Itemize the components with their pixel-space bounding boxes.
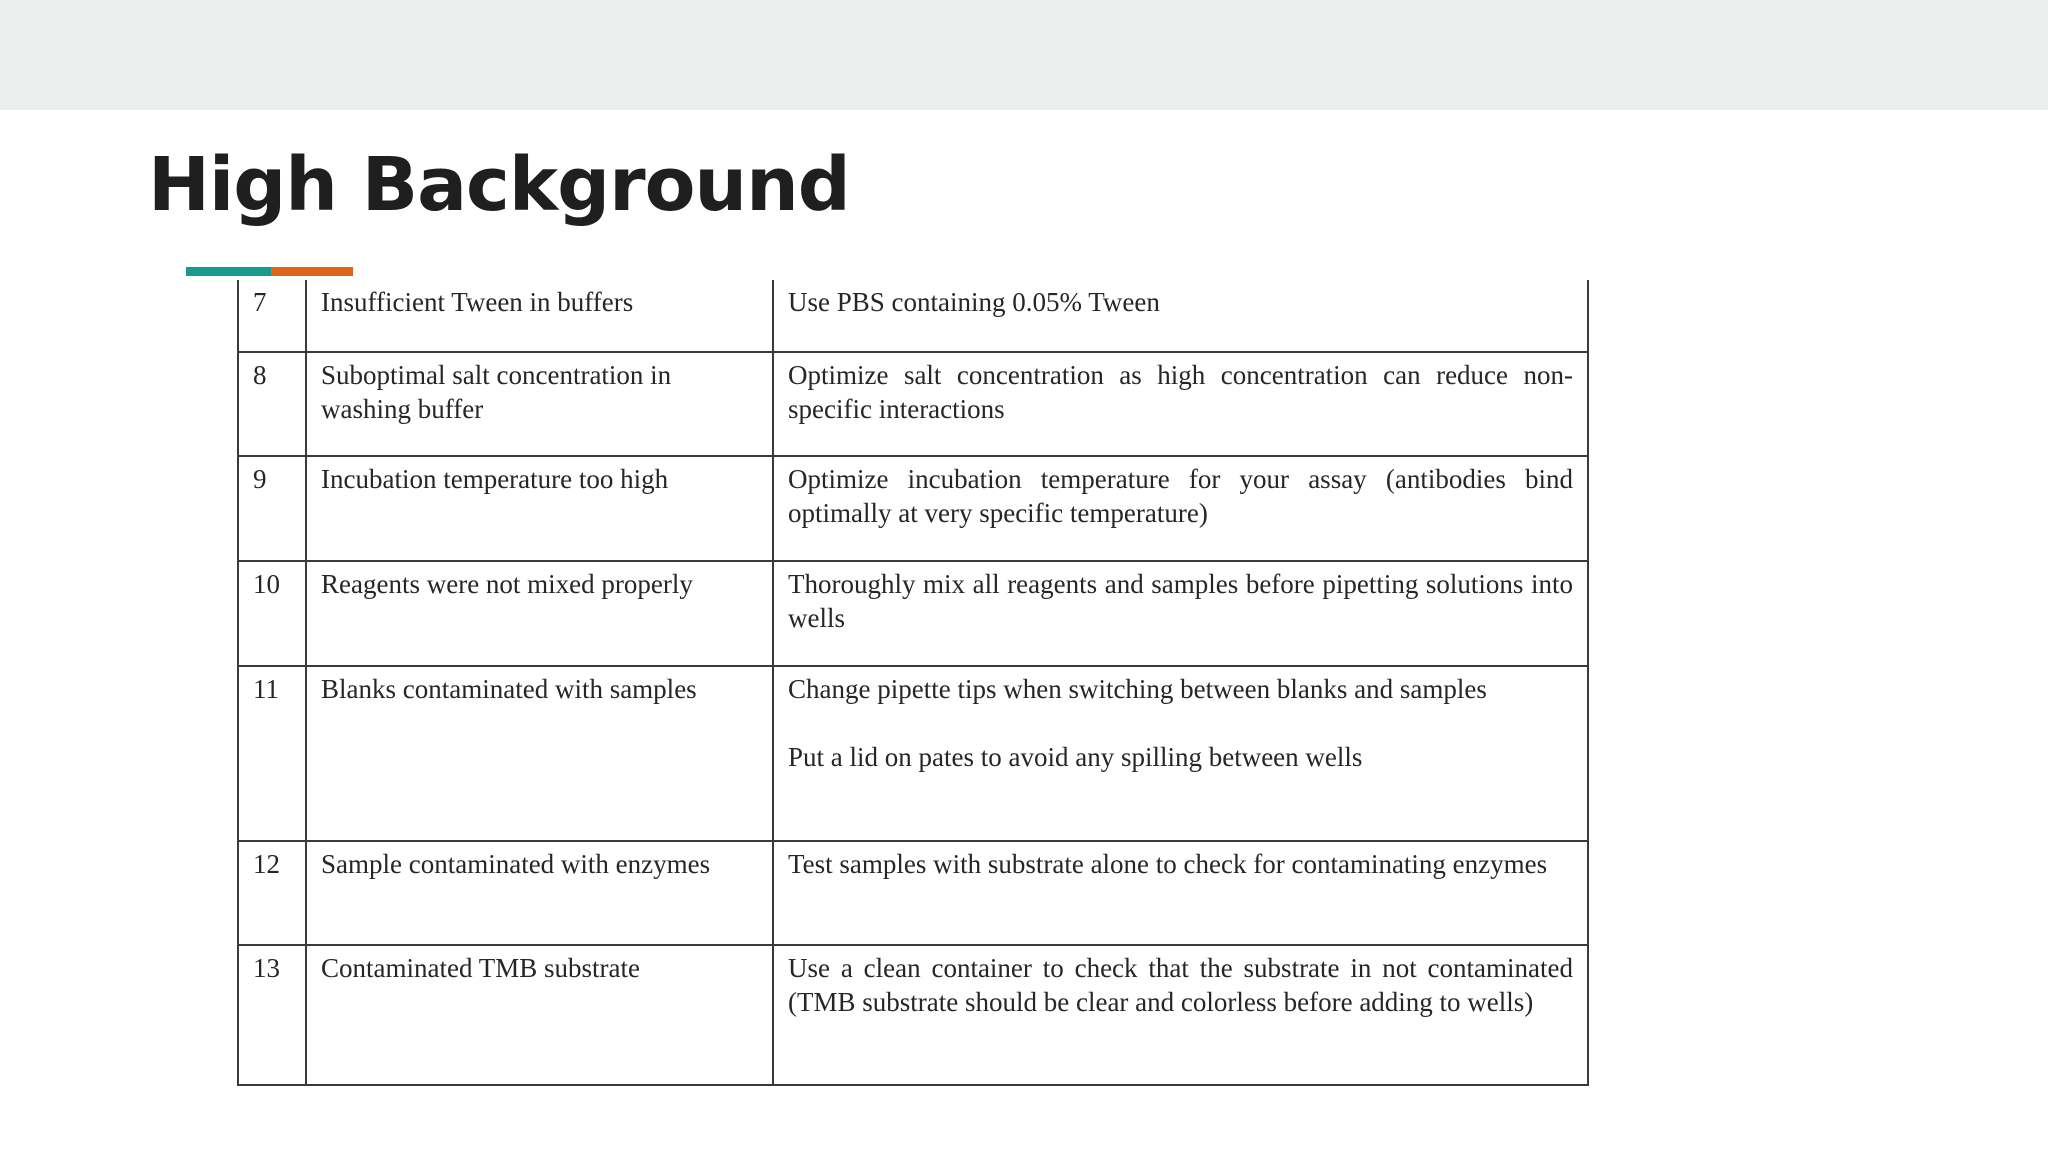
troubleshooting-table xyxy=(237,280,1589,1086)
table-row xyxy=(238,352,1588,456)
header-band xyxy=(0,0,2048,110)
row-solution xyxy=(773,456,1588,561)
row-number: 13 xyxy=(238,945,306,1085)
row-solution xyxy=(773,666,1588,841)
table-row xyxy=(238,456,1588,561)
solution-text: Use PBS containing 0.05% Tween xyxy=(788,287,1160,317)
row-cause: Suboptimal salt concentration in washing buffer xyxy=(306,352,773,456)
paragraph-gap xyxy=(788,706,1573,740)
solution-text: Test samples with substrate alone to check for contaminating enzymes xyxy=(788,849,1548,879)
slide-title: High Background xyxy=(148,142,850,228)
row-solution xyxy=(773,352,1588,456)
troubleshooting-table-image xyxy=(237,280,1587,1150)
solution-text: Optimize incubation temperature for your assay (antibodies bind optimally at very specific temperature) xyxy=(788,464,1573,528)
accent-bar-teal xyxy=(186,267,271,276)
solution-text: Use a clean container to check that the substrate in not contaminated (TMB substrate should be clear and colorless before adding to wells) xyxy=(788,953,1573,1017)
row-number: 9 xyxy=(238,456,306,561)
solution-text: Put a lid on pates to avoid any spilling between wells xyxy=(788,742,1363,772)
row-number: 11 xyxy=(238,666,306,841)
row-cause: Sample contaminated with enzymes xyxy=(306,841,773,945)
row-solution xyxy=(773,280,1588,352)
solution-text: Optimize salt concentration as high concentration can reduce non-specific interactions xyxy=(788,360,1573,424)
table-row xyxy=(238,280,1588,352)
row-number: 10 xyxy=(238,561,306,666)
row-solution xyxy=(773,945,1588,1085)
table-body xyxy=(238,280,1588,1085)
row-solution xyxy=(773,561,1588,666)
table-row xyxy=(238,666,1588,841)
table-row xyxy=(238,841,1588,945)
row-cause: Blanks contaminated with samples xyxy=(306,666,773,841)
row-solution xyxy=(773,841,1588,945)
row-number: 7 xyxy=(238,280,306,352)
row-number: 8 xyxy=(238,352,306,456)
table-row xyxy=(238,945,1588,1085)
row-cause: Insufficient Tween in buffers xyxy=(306,280,773,352)
table-row xyxy=(238,561,1588,666)
solution-text: Thoroughly mix all reagents and samples before pipetting solutions into wells xyxy=(788,569,1573,633)
row-cause: Contaminated TMB substrate xyxy=(306,945,773,1085)
solution-text: Change pipette tips when switching between blanks and samples xyxy=(788,674,1487,704)
row-cause: Incubation temperature too high xyxy=(306,456,773,561)
row-cause: Reagents were not mixed properly xyxy=(306,561,773,666)
accent-bar-orange xyxy=(271,267,353,276)
row-number: 12 xyxy=(238,841,306,945)
